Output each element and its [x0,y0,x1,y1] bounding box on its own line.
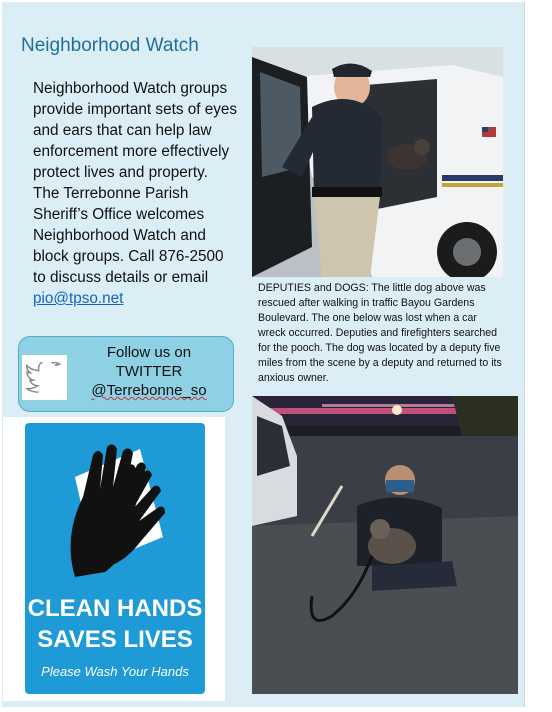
intro-paragraph-2: The Terrebonne Parish Sheriff’s Office welcomes Neighborhood Watch and block groups. Call 876-2500 to discuss details or email [33,185,224,286]
hands-washing-icon [45,437,185,587]
twitter-label: TWITTER [115,363,183,380]
page-title: Neighborhood Watch [21,35,199,56]
twitter-follow-box[interactable] [18,336,234,412]
email-link[interactable]: pio@tpso.net [33,290,124,307]
deputy-dog-photo-bottom [252,396,518,694]
poster-note: Please Wash Your Hands [41,664,189,679]
clean-hands-poster [3,417,225,701]
intro-paragraph-1: Neighborhood Watch groups provide important sets of eyes and ears that can help law enforcement more effectively protect lives and property. [33,80,238,181]
twitter-bird-icon [22,355,67,400]
follow-line: Follow us on [106,344,192,361]
poster-background [25,423,205,694]
deputy-dog-photo-top [252,47,503,277]
follow-text [74,343,224,400]
poster-headline-2: SAVES LIVES [37,626,193,653]
intro-text [33,78,238,309]
photo-caption: DEPUTIES and DOGS: The little dog above was rescued after walking in traffic Bayou Gardens Boulevard. The one below was lost when a car wreck occurred. Deputies and firefighters searched for the pooch. The dog was located by a deputy five miles from the scene by a deputy and returned to its anxious owner. [258,282,502,384]
twitter-handle[interactable]: @Terrebonne_so [91,382,207,399]
poster-headline-1: CLEAN HANDS [27,595,203,622]
